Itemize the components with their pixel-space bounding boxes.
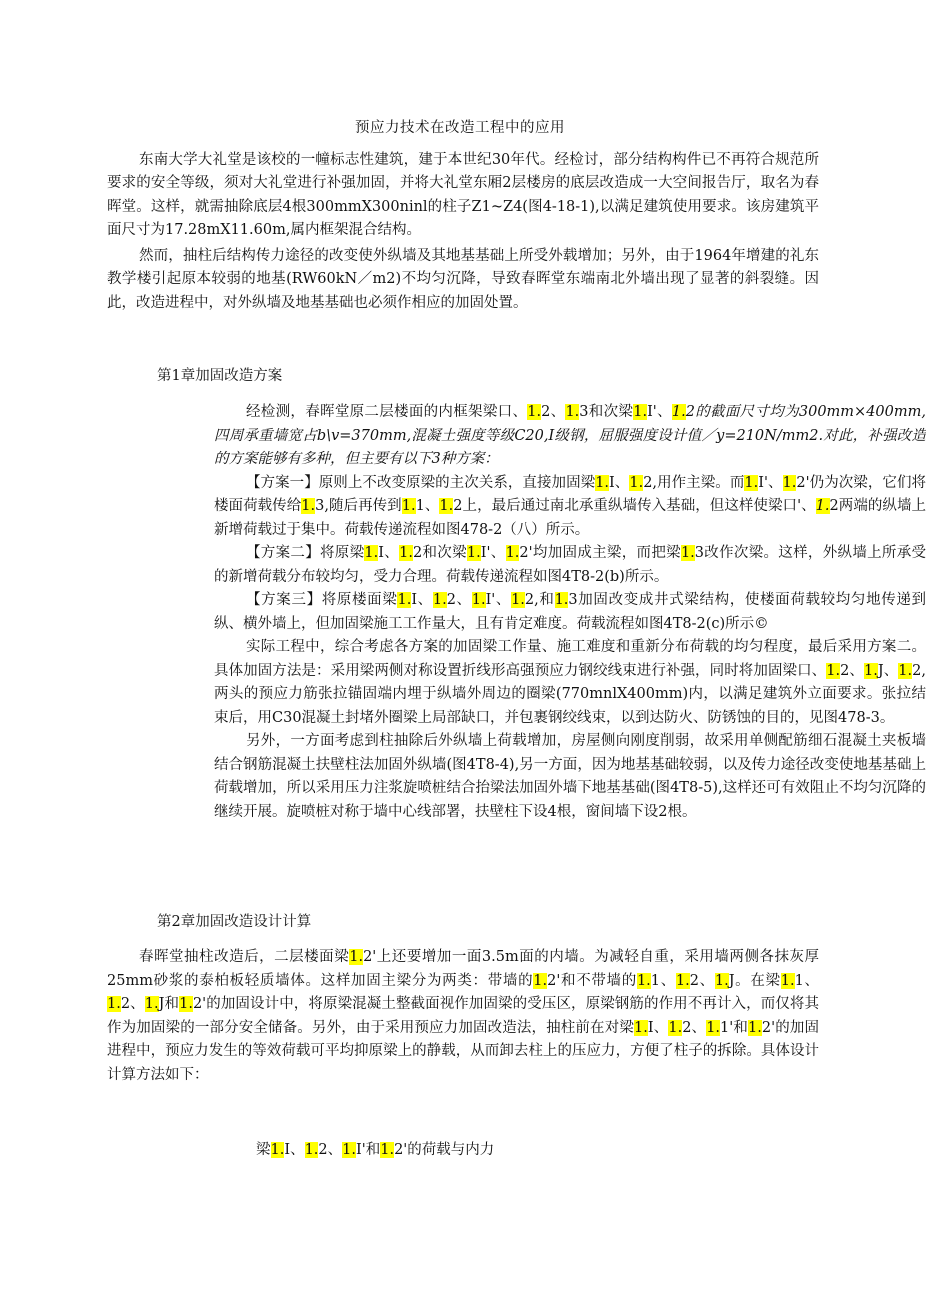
chapter-1-body bbox=[107, 401, 926, 824]
chapter-2-paragraph: 春晖堂抽柱改造后，二层楼面梁1.2'上还要增加一面3.5m面的内墙。为减轻自重，采用墙两侧各抹灰厚25mm砂浆的泰柏板轻质墙体。这样加固主梁分为两类：带墙的1.2'和不带墙的1.1、1.2、1.J。在梁1.1、1.2、1.J和1.2'的加固设计中，将原梁混凝土整截面视作加固梁的受压区，原梁钢筋的作用不再计入，而仅将其作为加固梁的一部分安全储备。另外，由于采用预应力加固改造法，抽柱前在对梁1.I、1.2、1.1'和1.2'的加固进程中，预应力发生的等效荷载可平均抑原梁上的静载，从而卸去柱上的压应力，方便了柱子的拆除。具体设计计算方法如下： bbox=[107, 949, 820, 1083]
wall-foundation-paragraph: 另外，一方面考虑到柱抽除后外纵墙上荷载增加，房屋侧向刚度削弱，故采用单侧配筋细石混凝土夹板墙结合钢筋混凝土扶壁柱法加固外纵墙(图4T8-4),另一方面，因为地基基础较弱，以及传力途径改变使地基基础上荷载增加，所以采用压力注浆旋喷桩结合抬梁法加固外墙下地基基础(图4T8-5),这样还可有效阻止不均匀沉降的继续开展。旋喷桩对称于墙中心线部署，扶壁柱下设4根，窗间墙下设2根。 bbox=[214, 733, 926, 820]
plan-3-paragraph: 【方案三】将原楼面梁1.I、1.2、1.I'、1.2,和1.3加固改变成井式梁结构，使楼面荷载较均匀地传递到纵、横外墙上，但加固梁施工工作量大，且有肯定难度。荷载流程如图4T8-2(c)所示© bbox=[214, 592, 926, 632]
section-subheading: 梁1.I、1.2、1.I'和1.2'的荷载与内力 bbox=[256, 1142, 495, 1158]
intro-paragraph-2: 然而，抽柱后结构传力途径的改变使外纵墙及其地基基础上所受外载增加；另外，由于1964年增建的礼东教学楼引起原本较弱的地基(RW60kN／m2)不均匀沉降，导致春晖堂东端南北外墙出现了显著的斜裂缝。因此，改造进程中，对外纵墙及地基基础也必须作相应的加固处置。 bbox=[107, 247, 819, 311]
actual-project-paragraph: 实际工程中，综合考虑各方案的加固梁工作量、施工难度和重新分布荷载的均匀程度，最后采用方案二。具体加固方法是：采用梁两侧对称设置折线形高强预应力钢绞线束进行补强，同时将加固梁口、1.2、1.J、1.2,两头的预应力筋张拉锚固端内埋于纵墙外周边的圈梁(770mnlX400mm)内，以满足建筑外立面要求。张拉结束后，用C30混凝土封堵外圈梁上局部缺口，并包裹钢绞线束，以到达防火、防锈蚀的目的，见图478-3。 bbox=[214, 639, 926, 726]
chapter-1-heading: 第1章加固改造方案 bbox=[157, 368, 283, 384]
intro-paragraph-1: 东南大学大礼堂是该校的一幢标志性建筑，建于本世纪30年代。经检讨，部分结构构件已不再符合规范所要求的安全等级，须对大礼堂进行补强加固，并将大礼堂东厢2层楼房的底层改造成一大空间报告厅，取名为春晖堂。这样，就需抽除底层4根300mmX300ninl的柱子Z1~Z4(图4-18-1),以满足建筑使用要求。该房建筑平面尺寸为17.28mX11.60m,属内框架混合结构。 bbox=[107, 151, 819, 238]
chapter-1-paragraph-inspection: 经检测，春晖堂原二层楼面的内框架梁口、1.2、1.3和次梁1.I'、1.2的截面尺寸均为300mm×400mm,四周承重墙宽占b\v=370mm,混凝土强度等级C20,I级钢，屈服强度设计值／y=210N/mm2.对此，补强改造的方案能够有多种，但主要有以下3种方案： bbox=[214, 404, 926, 467]
page-title: 预应力技术在改造工程中的应用 bbox=[355, 120, 565, 136]
chapter-2-heading: 第2章加固改造设计计算 bbox=[157, 914, 312, 930]
plan-2-paragraph: 【方案二】将原梁1.I、1.2和次梁1.I'、1.2'均加固成主梁，而把梁1.3改作次梁。这样，外纵墙上所承受的新增荷载分布较均匀，受力合理。荷载传递流程如图4T8-2(b)所示。 bbox=[214, 545, 926, 585]
plan-1-paragraph: 【方案一】原则上不改变原梁的主次关系，直接加固梁1.I、1.2,用作主梁。而1.I'、1.2'仍为次梁，它们将楼面荷载传给1.3,随后再传到1.1、1.2上，最后通过南北承重纵墙传入基础，但这样使梁口'、1.2两端的纵墙上新增荷载过于集中。荷载传递流程如图478-2（八）所示。 bbox=[214, 474, 926, 538]
